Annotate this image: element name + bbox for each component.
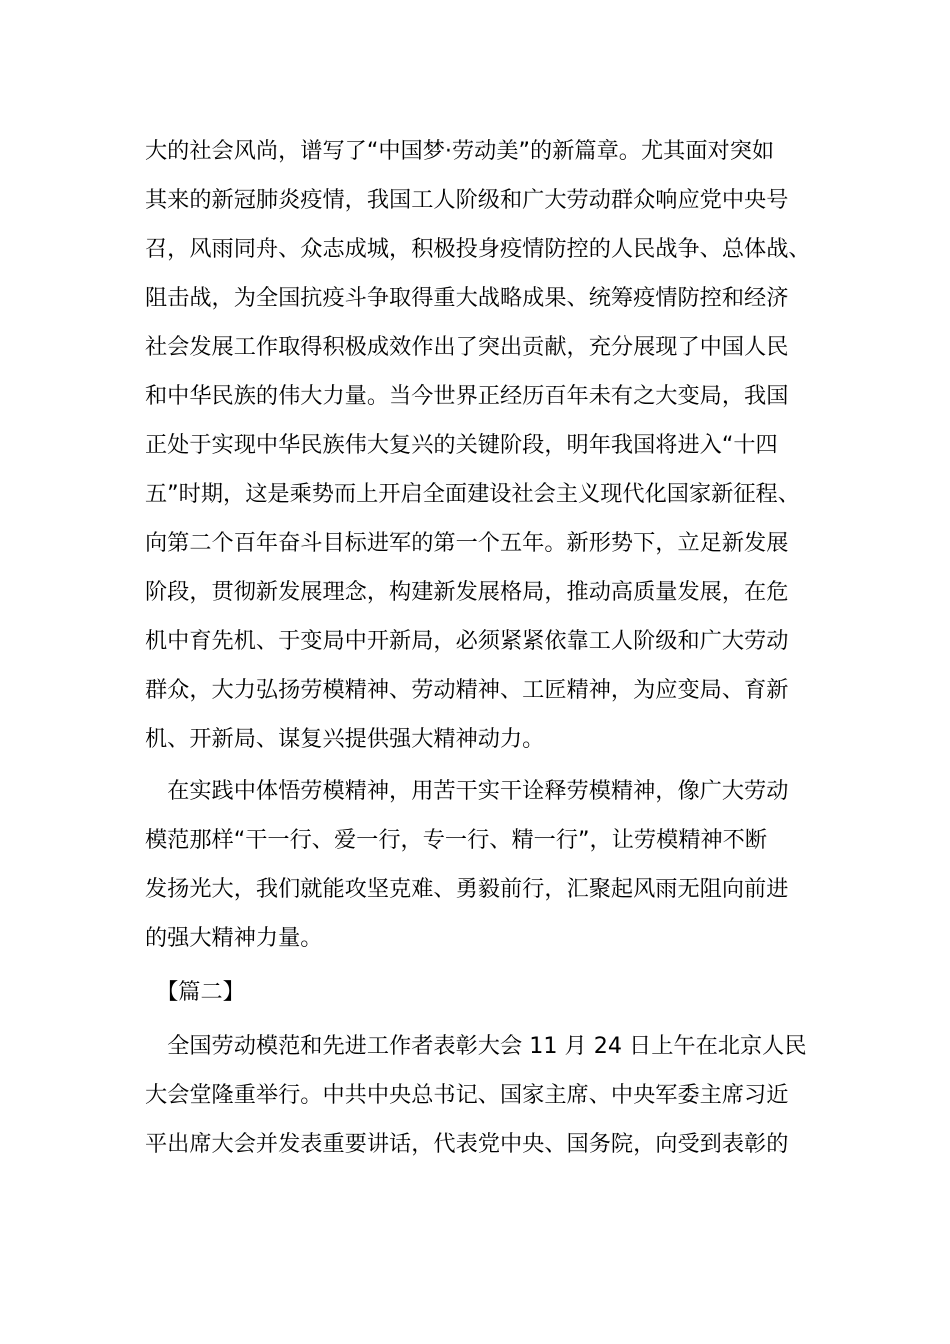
paragraph-practice [145,767,811,963]
text-line: 机中育先机、于变局中开新局，必须紧紧依靠工人阶级和广大劳动 [145,628,789,654]
text-line: 召，风雨同舟、众志成城，积极投身疫情防控的人民战争、总体战、 [145,236,811,262]
text-line: 大的社会风尚，谱写了“中国梦·劳动美”的新篇章。尤其面对突如 [145,138,775,164]
text-line: 群众，大力弘扬劳模精神、劳动精神、工匠精神，为应变局、育新 [145,677,789,703]
paragraph-article-two [145,1022,811,1169]
text-line: 机、开新局、谋复兴提供强大精神动力。 [145,726,545,752]
document-body [145,127,811,1169]
text-line: 五”时期，这是乘势而上开启全面建设社会主义现代化国家新征程、 [145,481,800,507]
text-line: 平出席大会并发表重要讲话，代表党中央、国务院，向受到表彰的 [145,1131,789,1157]
text-line: 社会发展工作取得积极成效作出了突出贡献，充分展现了中国人民 [145,334,789,360]
paragraph-continued [145,127,811,764]
text-line: 正处于实现中华民族伟大复兴的关键阶段，明年我国将进入“十四 [145,432,778,458]
text-line: 模范那样“干一行、爱一行，专一行、精一行”，让劳模精神不断 [145,827,768,853]
text-line: 向第二个百年奋斗目标进军的第一个五年。新形势下，立足新发展 [145,530,789,556]
text-line: 其来的新冠肺炎疫情，我国工人阶级和广大劳动群众响应党中央号 [145,187,789,213]
text-line: 和中华民族的伟大力量。当今世界正经历百年未有之大变局，我国 [145,383,789,409]
text-line: 全国劳动模范和先进工作者表彰大会 11 月 24 日上午在北京人民 [145,1033,807,1059]
text-line: 阶段，贯彻新发展理念，构建新发展格局，推动高质量发展，在危 [145,579,789,605]
text-line: 在实践中体悟劳模精神，用苦干实干诠释劳模精神，像广大劳动 [145,778,789,804]
text-line: 大会堂隆重举行。中共中央总书记、国家主席、中央军委主席习近 [145,1082,789,1108]
section-heading: 【篇二】 [145,979,245,1005]
text-line: 发扬光大，我们就能攻坚克难、勇毅前行，汇聚起风雨无阻向前进 [145,876,789,902]
text-line: 阻击战，为全国抗疫斗争取得重大战略成果、统筹疫情防控和经济 [145,285,789,311]
text-line: 的强大精神力量。 [145,925,323,951]
